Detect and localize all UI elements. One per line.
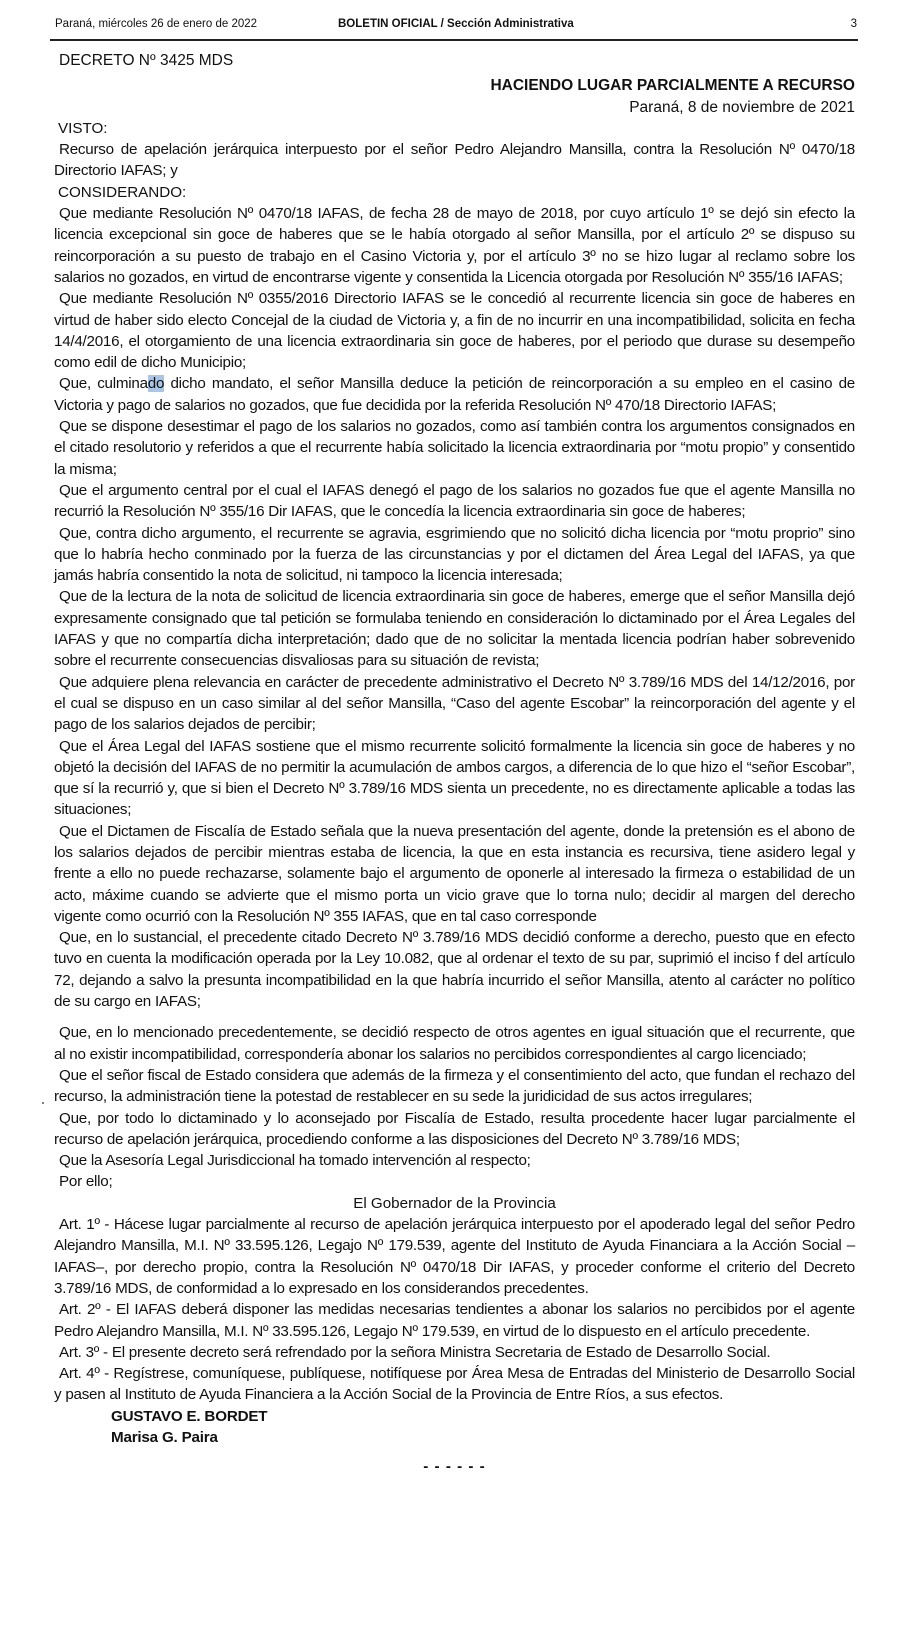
considerando-paragraph: Que adquiere plena relevancia en carácter de precedente administrativo el Decreto Nº 3.789/16 MDS del 14/12/2016, por el cual se dispuso en un caso similar al del señor Mansilla, “Caso del agente Escobar” la reincorporación del agente y el pago de los salarios dejados de percibir; — [54, 673, 855, 734]
decree-title: HACIENDO LUGAR PARCIALMENTE A RECURSO — [490, 77, 855, 95]
article-3: Art. 3º - El presente decreto será refrendado por la señora Ministra Secretaria de Estado de Desarrollo Social. — [59, 1343, 771, 1361]
signature-governor: GUSTAVO E. BORDET — [111, 1407, 268, 1425]
considerando-paragraph: Que el Área Legal del IAFAS sostiene que el mismo recurrente solicitó formalmente la licencia sin goce de haberes y no objetó la decisión del IAFAS de no permitir la acumulación de ambos cargos, a diferencia de lo que hizo el “señor Escobar”, que sí la recurrió y, que si bien el Decreto Nº 3.789/16 MDS sienta un precedente, no es directamente aplicable a todas las situaciones; — [54, 737, 855, 819]
scan-artifact-dot — [42, 1102, 44, 1104]
considerando-paragraph: Que la Asesoría Legal Jurisdiccional ha tomado intervención al respecto; — [59, 1152, 531, 1170]
page-number: 3 — [850, 18, 857, 30]
considerando-paragraph: Que, por todo lo dictaminado y lo aconsejado por Fiscalía de Estado, resulta procedente hacer lugar parcialmente el recurso de apelación jerárquica, procediendo conforme a las disposiciones del Decreto Nº 3.789/16 MDS; — [54, 1109, 855, 1148]
text-after-selection: dicho mandato, el señor Mansilla deduce la petición de reincorporación a su empleo en el casino de Victoria y pago de salarios no gozados, que fue decidida por la referida Resolución Nº 470/18 Directorio IAFAS; — [54, 375, 855, 414]
considerando-paragraph: Que, contra dicho argumento, el recurrente se agravia, esgrimiendo que no solicitó dicha licencia por “motu proprio” sino que lo habría hecho conminado por la fuerza de las circunstancias y por el dictamen del Área Legal del IAFAS, ya que jamás habría consentido la nota de solicitud, ni tampoco la licencia interesada; — [54, 524, 855, 585]
article-1: Art. 1º - Hácese lugar parcialmente al recurso de apelación jerárquica interpuesto por el apoderado legal del señor Pedro Alejandro Mansilla, M.I. Nº 33.595.126, Legajo Nº 179.539, agente del Instituto de Ayuda Financiara a la Acción Social –IAFAS–, por derecho propio, contra la Resolución Nº 0470/18 Dir IAFAS, y proceder conforme el criterio del Decreto 3.789/16 MDS, de conformidad a lo expresado en los considerandos precedentes. — [54, 1216, 855, 1297]
text-before-selection: Que, culmina — [59, 375, 148, 393]
page-header — [55, 18, 857, 38]
considerando-paragraph: Que el argumento central por el cual el IAFAS denegó el pago de los salarios no gozados fue que el agente Mansilla no recurrió la Resolución Nº 355/16 Dir IAFAS, que le concedía la licencia extraordinaria sin goce de haberes; — [54, 481, 855, 521]
considerando-paragraph: Que, en lo sustancial, el precedente citado Decreto Nº 3.789/16 MDS decidió conforme a derecho, puesto que en efecto tuvo en cuenta la modificación operada por la Ley 10.082, que al ordenar el texto de su par, suprimió el inciso f del artículo 72, dejando a salvo la presunta incompatibilidad en la que habría incurrido el señor Mansilla, atento al carácter no político de su cargo en IAFAS; — [54, 929, 855, 1011]
considerando-paragraph: Que el Dictamen de Fiscalía de Estado señala que la nueva presentación del agente, donde la pretensión es el abono de los salarios dejados de percibir mientras estaba de licencia, la que en esta instancia es recursiva, tiene asidero legal y frente a ello no puede rechazarse, solamente bajo el argumento de oponerle al interesado la firmeza o estabilidad de un acto, máxime cuando se advierte que el mismo porta un vicio grave que lo torna nulo; decidir al margen del derecho vigente como ocurrió con la Resolución Nº 355 IAFAS, que en tal caso corresponde — [54, 822, 855, 925]
header-publication: BOLETIN OFICIAL / Sección Administrativa — [338, 18, 574, 30]
decree-place-date: Paraná, 8 de noviembre de 2021 — [629, 98, 855, 116]
decree-number: DECRETO Nº 3425 MDS — [59, 52, 234, 69]
decree-document — [54, 50, 855, 1478]
authority-line: El Gobernador de la Provincia — [353, 1194, 556, 1212]
paragraph-gap — [54, 1012, 855, 1022]
article-2: Art. 2º - El IAFAS deberá disponer las medidas necesarias tendientes a abonar los salarios no percibidos por el agente Pedro Alejandro Mansilla, M.I. Nº 33.595.126, Legajo Nº 179.539, en virtud de lo dispuesto en el artículo precedente. — [54, 1301, 855, 1340]
article-4: Art. 4º - Regístrese, comuníquese, publíquese, notifíquese por Área Mesa de Entradas del Ministerio de Desarrollo Social y pasen al Instituto de Ayuda Financiera a la Acción Social de la Provincia de Entre Ríos, a sus efectos. — [54, 1365, 855, 1404]
visto-label: VISTO: — [58, 119, 108, 137]
text-selection-highlight[interactable]: do — [147, 375, 165, 393]
considerando-paragraph-highlighted — [54, 373, 855, 416]
considerando-paragraph: Que de la lectura de la nota de solicitud de licencia extraordinaria sin goce de haberes, emerge que el señor Mansilla dejó expresamente consignado que tal petición se formulaba teniendo en consideración lo dictaminado por el Área Legales del IAFAS y que no compartía dicha interpretación; dado que de no solicitar la mentada licencia podrían haber sobrevenido sobre el recurrente consecuencias disvaliosas para su situación de revista; — [54, 588, 855, 670]
header-rule — [50, 39, 858, 41]
considerando-paragraph: Por ello; — [59, 1173, 113, 1191]
visto-text: Recurso de apelación jerárquica interpuesto por el señor Pedro Alejandro Mansilla, contra la Resolución Nº 0470/18 Directorio IAFAS; y — [54, 141, 855, 180]
considerando-paragraph: Que mediante Resolución Nº 0470/18 IAFAS, de fecha 28 de mayo de 2018, por cuyo artículo 1º se dejó sin efecto la licencia excepcional sin goce de haberes que se le había otorgado al señor Mansilla, por el artículo 2º se dispuso su reincorporación a su puesto de trabajo en el Casino Victoria y, por el artículo 3º no se hizo lugar al reclamo sobre los salarios no gozados, en virtud de encontrarse vigente y consentida la Licencia otorgada por Resolución Nº 355/16 IAFAS; — [54, 205, 855, 286]
considerando-paragraph: Que mediante Resolución Nº 0355/2016 Directorio IAFAS se le concedió al recurrente licencia sin goce de haberes en virtud de haber sido electo Concejal de la ciudad de Victoria y, a fin de no incurrir en una incompatibilidad, solicita en fecha 14/4/2016, el otorgamiento de una licencia extraordinaria sin goce de haberes, por el periodo que durase su desempeño como edil de dicho Municipio; — [54, 290, 855, 372]
considerando-label: CONSIDERANDO: — [58, 183, 187, 201]
signature-minister: Marisa G. Paira — [111, 1429, 218, 1446]
considerando-paragraph: Que se dispone desestimar el pago de los salarios no gozados, como así también contra los argumentos consignados en el citado resolutorio y referidos a que el recurrente había solicitado la licencia extraordinaria por “motu propio” y consentido la misma; — [54, 418, 855, 478]
header-date: Paraná, miércoles 26 de enero de 2022 — [55, 18, 258, 30]
considerando-paragraph: Que el señor fiscal de Estado considera que además de la firmeza y el consentimiento del acto, que fundan el rechazo del recurso, la administración tiene la potestad de restablecer en su sede la juridicidad de sus actos irregulares; — [54, 1066, 855, 1106]
considerando-paragraph: Que, en lo mencionado precedentemente, se decidió respecto de otros agentes en igual situación que el recurrente, que al no existir incompatibilidad, correspondería abonar los salarios no percibidos correspondientes al cargo licenciado; — [54, 1024, 855, 1063]
end-mark: - - - - - - — [423, 1458, 486, 1476]
